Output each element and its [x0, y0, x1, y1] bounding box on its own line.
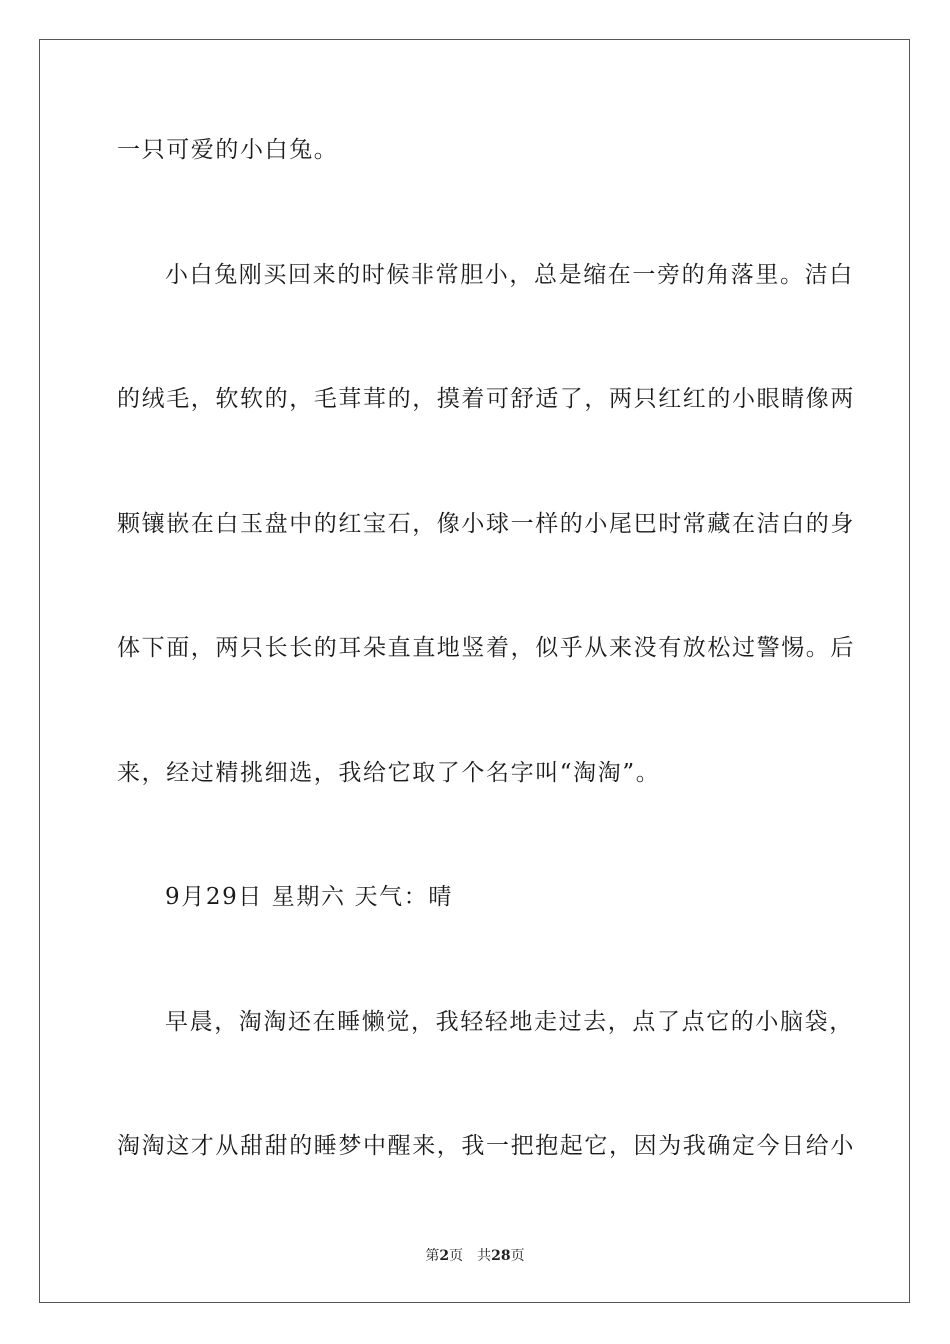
- footer-total-prefix: 共: [477, 1248, 492, 1264]
- page-border: [39, 39, 910, 1303]
- diary-date-line: 9月29日 星期六 天气：晴: [165, 884, 453, 910]
- footer-total-suffix: 页: [510, 1248, 525, 1264]
- text-line-5: 体下面，两只长长的耳朵直直地竖着，似乎从来没有放松过警惕。后: [117, 635, 855, 661]
- footer-page-number: 2: [439, 1248, 450, 1264]
- footer-page-suffix: 页: [449, 1248, 464, 1264]
- footer-page-prefix: 第: [425, 1248, 440, 1264]
- text-line-3: 的绒毛，软软的，毛茸茸的，摸着可舒适了，两只红红的小眼睛像两: [117, 386, 855, 412]
- page-footer: [0, 1246, 950, 1266]
- text-line-1: 一只可爱的小白兔。: [117, 137, 339, 163]
- footer-total-pages: 28: [491, 1248, 511, 1264]
- text-line-9: 淘淘这才从甜甜的睡梦中醒来，我一把抱起它，因为我确定今日给小: [117, 1133, 855, 1159]
- text-line-2: 小白兔刚买回来的时候非常胆小，总是缩在一旁的角落里。洁白: [165, 262, 854, 288]
- text-line-8: 早晨，淘淘还在睡懒觉，我轻轻地走过去，点了点它的小脑袋，: [165, 1009, 854, 1035]
- text-line-6: 来，经过精挑细选，我给它取了个名字叫“淘淘”。: [117, 760, 661, 786]
- text-line-4: 颗镶嵌在白玉盘中的红宝石，像小球一样的小尾巴时常藏在洁白的身: [117, 511, 855, 537]
